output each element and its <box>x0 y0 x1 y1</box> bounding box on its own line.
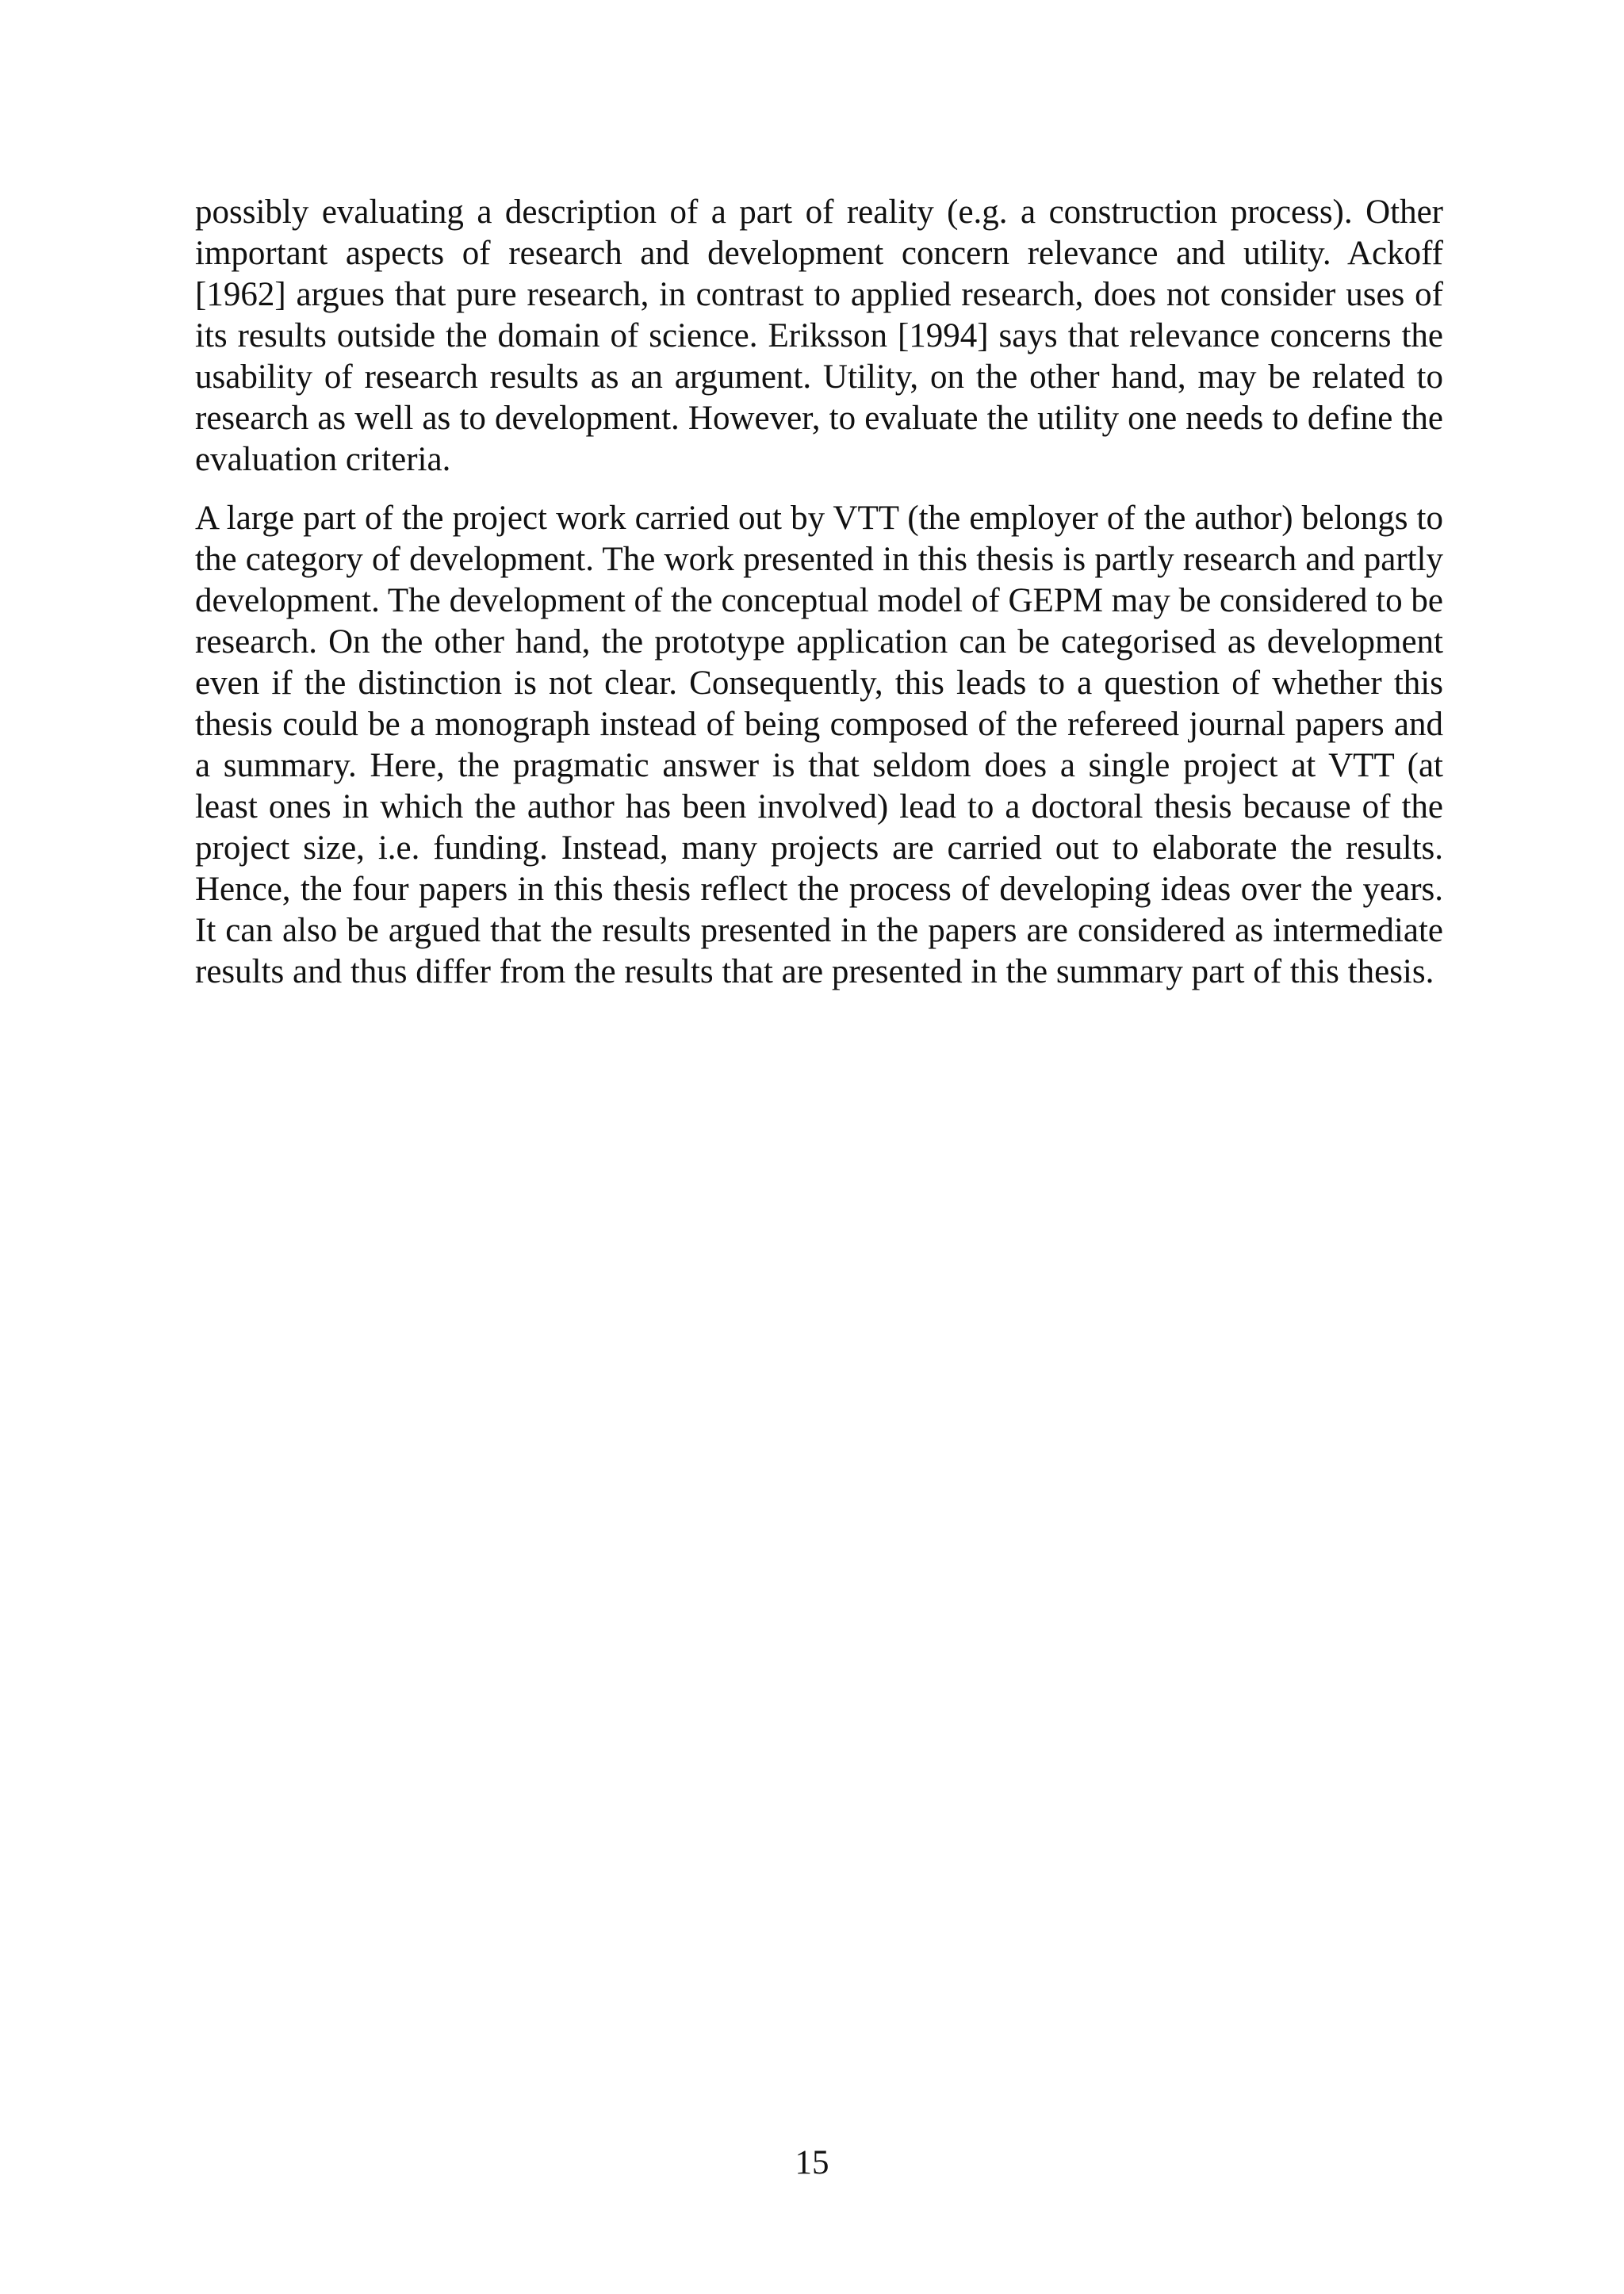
page-number: 15 <box>795 2144 829 2181</box>
paragraph-1: possibly evaluating a description of a part of reality (e.g. a construction process). Other important aspects of research and development concern relevance and utility. Ackoff [1962] argues that pure research, in contrast to applied research, does not consider uses of its results outside the domain of science. Eriksson [1994] says that relevance concerns the usability of research results as an argument. Utility, on the other hand, may be related to research as well as to development. However, to evaluate the utility one needs to define the evaluation criteria. <box>195 193 1443 478</box>
paragraph-2: A large part of the project work carried out by VTT (the employer of the author) belongs to the category of development. The work presented in this thesis is partly research and partly development. The development of the conceptual model of GEPM may be considered to be research. On the other hand, the prototype application can be categorised as development even if the distinction is not clear. Consequently, this leads to a question of whether this thesis could be a monograph instead of being composed of the refereed journal papers and a summary. Here, the pragmatic answer is that seldom does a single project at VTT (at least ones in which the author has been involved) lead to a doctoral thesis because of the project size, i.e. funding. Instead, many projects are carried out to elaborate the results. Hence, the four papers in this thesis reflect the process of developing ideas over the years. It can also be argued that the results presented in the papers are considered as intermediate results and thus differ from the results that are presented in the summary part of this thesis. <box>195 500 1443 990</box>
body-text <box>195 192 1443 1010</box>
